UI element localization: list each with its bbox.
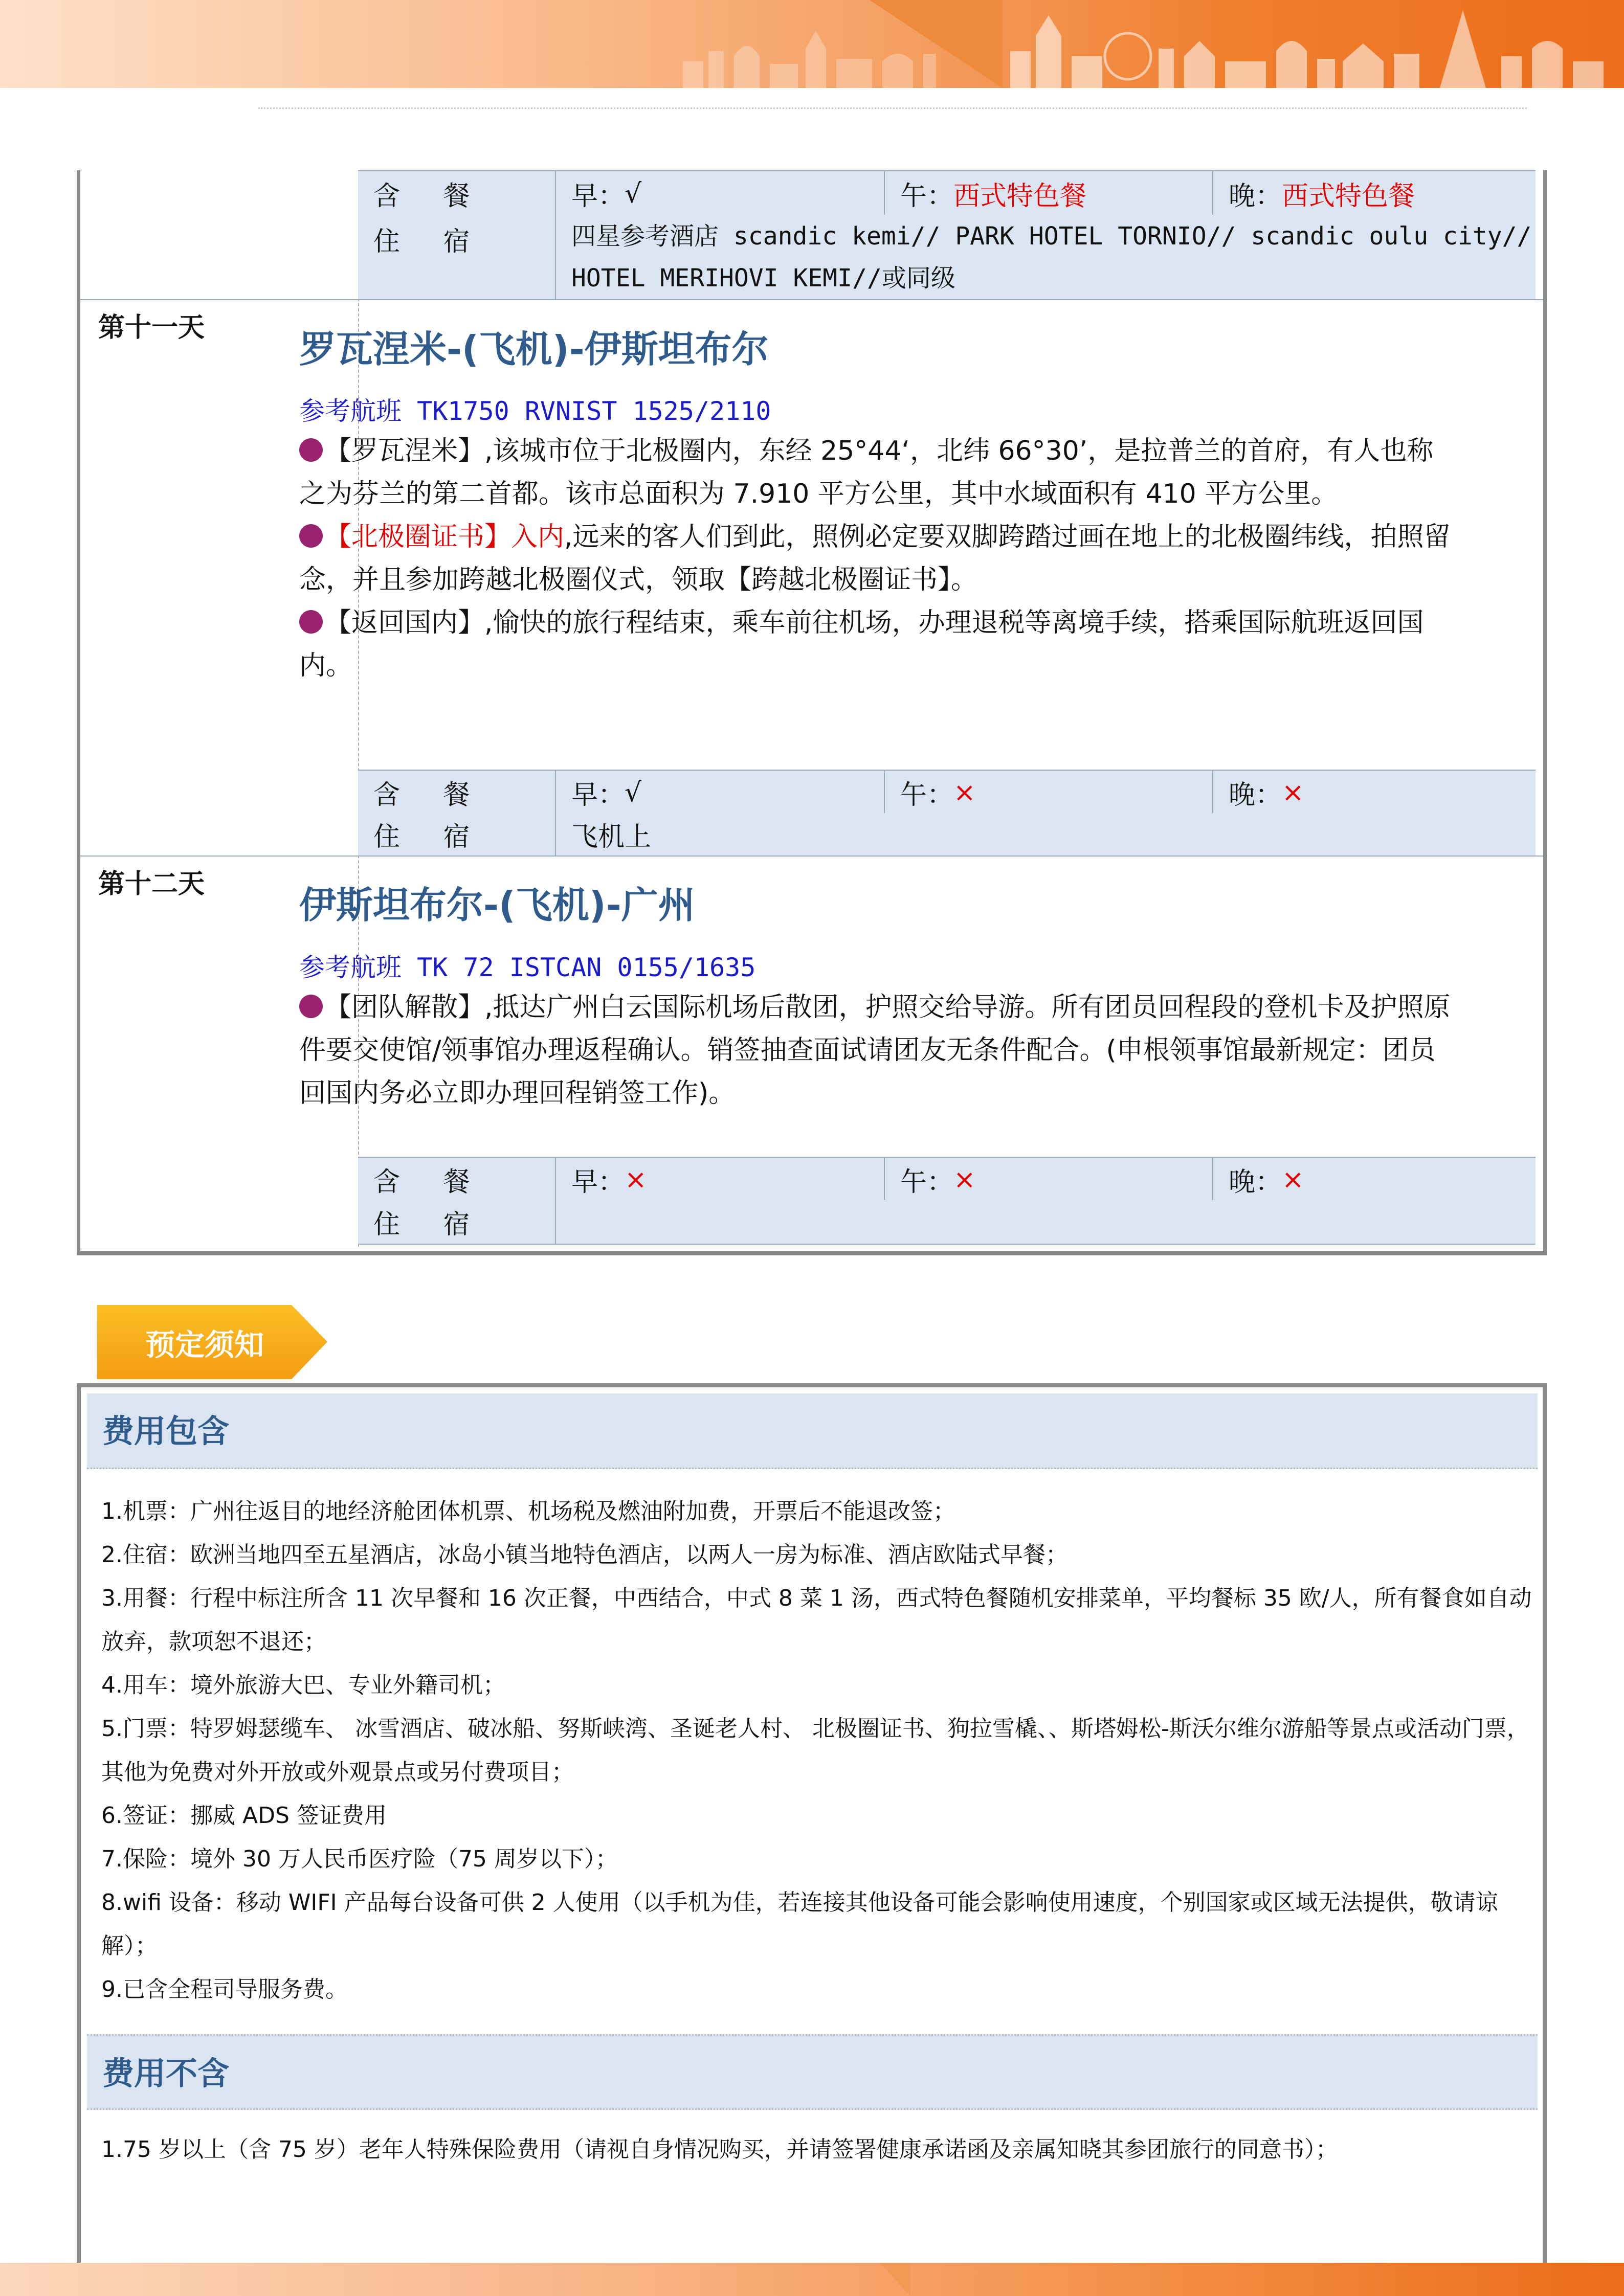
meal-label: 含 餐 xyxy=(373,780,487,811)
breakfast-cell: 早： √ xyxy=(555,771,884,814)
hotel-label: 住 宿 xyxy=(373,822,487,852)
bullet-icon xyxy=(299,610,323,634)
meal-label: 含 餐 xyxy=(373,1167,487,1198)
included-item: 4.用车：境外旅游大巴、专业外籍司机； xyxy=(101,1672,505,1698)
excluded-list xyxy=(101,2128,1533,2171)
breakfast-cell: 早： × xyxy=(555,1158,884,1201)
meal-row-day10 xyxy=(358,170,1536,217)
city-skyline-icon xyxy=(652,0,1624,88)
day12-flight: 参考航班 TK 72 ISTCAN 0155/1635 xyxy=(299,953,756,982)
hotel-row-day11 xyxy=(358,813,1536,857)
included-item: 2.住宿：欧洲当地四至五星酒店，冰岛小镇当地特色酒店，以两人一房为标准、酒店欧陆式早餐； xyxy=(101,1542,1068,1568)
included-section-title: 费用包含 xyxy=(102,1412,230,1450)
day11-title: 罗瓦涅米-(飞机)-伊斯坦布尔 xyxy=(299,328,769,371)
day12-description xyxy=(299,986,1458,1115)
day11-description xyxy=(299,430,1458,687)
dinner-cell: 晚： 西式特色餐 xyxy=(1212,171,1536,216)
day11-paragraph-2: 【北极圈证书】入内,远来的客人们到此，照例必定要双脚跨踏过画在地上的北极圈纬线，拍照留念，并且参加跨越北极圈仪式，领取【跨越北极圈证书】。 xyxy=(299,522,1451,595)
meal-label: 含 餐 xyxy=(373,181,487,212)
day11-paragraph-1: 【罗瓦涅米】,该城市位于北极圈内，东经 25°44‘，北纬 66°30’，是拉普兰的首府，有人也称之为芬兰的第二首都。该市总面积为 7.910 平方公里，其中水域面积有 410 平方公里。 xyxy=(299,436,1434,509)
included-item: 8.wifi 设备：移动 WIFI 产品每台设备可供 2 人使用（以手机为佳，若连接其他设备可能会影响使用速度，个别国家或区域无法提供，敬请谅解）； xyxy=(101,1889,1498,1959)
included-item: 9.已含全程司导服务费。 xyxy=(101,1976,348,2002)
day11-flight: 参考航班 TK1750 RVNIST 1525/2110 xyxy=(299,396,771,426)
header-banner xyxy=(0,0,1624,88)
hotel-value xyxy=(555,1200,1536,1244)
hotel-label: 住 宿 xyxy=(373,1209,487,1240)
bullet-icon xyxy=(299,524,323,548)
included-item: 5.门票：特罗姆瑟缆车、 冰雪酒店、破冰船、努斯峡湾、圣诞老人村、 北极圈证书、狗拉雪橇、、斯塔姆松-斯沃尔维尔游船等景点或活动门票，其他为免费对外开放或外观景点或另付费项目； xyxy=(101,1716,1529,1785)
day12-paragraph-1: 【团队解散】,抵达广州白云国际机场后散团，护照交给导游。所有团员回程段的登机卡及护照原件要交使馆/领事馆办理返程确认。销签抽查面试请团友无条件配合。(申根领事馆最新规定：团员回国内务必立即办理回程销签工作)。 xyxy=(299,992,1451,1109)
header-divider xyxy=(258,107,1527,109)
day11-paragraph-3: 【返回国内】,愉快的旅行程结束，乘车前往机场，办理退税等离境手续，搭乘国际航班返回国内。 xyxy=(299,607,1424,681)
meal-row-day11 xyxy=(358,770,1536,815)
lunch-cell: 午： 西式特色餐 xyxy=(884,171,1212,216)
lunch-cell: 午： × xyxy=(884,771,1212,814)
excluded-item: 1.75 岁以上（含 75 岁）老年人特殊保险费用（请视自身情况购买，并请签署健康承诺函及亲属知晓其参团旅行的同意书）； xyxy=(101,2136,1338,2163)
included-item: 3.用餐：行程中标注所含 11 次早餐和 16 次正餐，中西结合，中式 8 菜 1 汤，西式特色餐随机安排菜单，平均餐标 35 欧/人，所有餐食如自动放弃，款项恕不退还； xyxy=(101,1585,1532,1655)
dinner-cell: 晚： × xyxy=(1212,1158,1536,1201)
included-list xyxy=(101,1490,1533,2011)
excluded-section-title: 费用不含 xyxy=(102,2055,230,2092)
excluded-section-header xyxy=(87,2034,1538,2110)
hotel-label: 住 宿 xyxy=(373,227,487,257)
hotel-row-day10 xyxy=(358,215,1536,300)
included-item: 6.签证：挪威 ADS 签证费用 xyxy=(101,1803,387,1829)
breakfast-cell: 早： √ xyxy=(555,171,884,216)
booking-tab-label: 预定须知 xyxy=(145,1327,264,1362)
day12-label: 第十二天 xyxy=(98,869,205,899)
booking-notice-box xyxy=(77,1383,1547,2263)
included-section-header xyxy=(87,1393,1538,1469)
included-item: 1.机票：广州往返目的地经济舱团体机票、机场税及燃油附加费，开票后不能退改签； xyxy=(101,1498,955,1524)
hotel-value: 四星参考酒店 scandic kemi// PARK HOTEL TORNIO// scandic oulu city// HOTEL MERIHOVI KEMI//或同级 xyxy=(555,215,1536,299)
included-item: 7.保险：境外 30 万人民币医疗险（75 周岁以下）； xyxy=(101,1846,618,1872)
day11-label: 第十一天 xyxy=(98,312,205,343)
meal-row-day12 xyxy=(358,1157,1536,1202)
footer-banner xyxy=(0,2263,1624,2296)
day12-title: 伊斯坦布尔-(飞机)-广州 xyxy=(299,884,695,927)
dinner-cell: 晚： × xyxy=(1212,771,1536,814)
lunch-cell: 午： × xyxy=(884,1158,1212,1201)
bullet-icon xyxy=(299,995,323,1018)
hotel-value: 飞机上 xyxy=(555,813,1536,856)
bullet-icon xyxy=(299,438,323,462)
hotel-row-day12 xyxy=(358,1200,1536,1245)
banner-stripe xyxy=(880,2263,910,2296)
